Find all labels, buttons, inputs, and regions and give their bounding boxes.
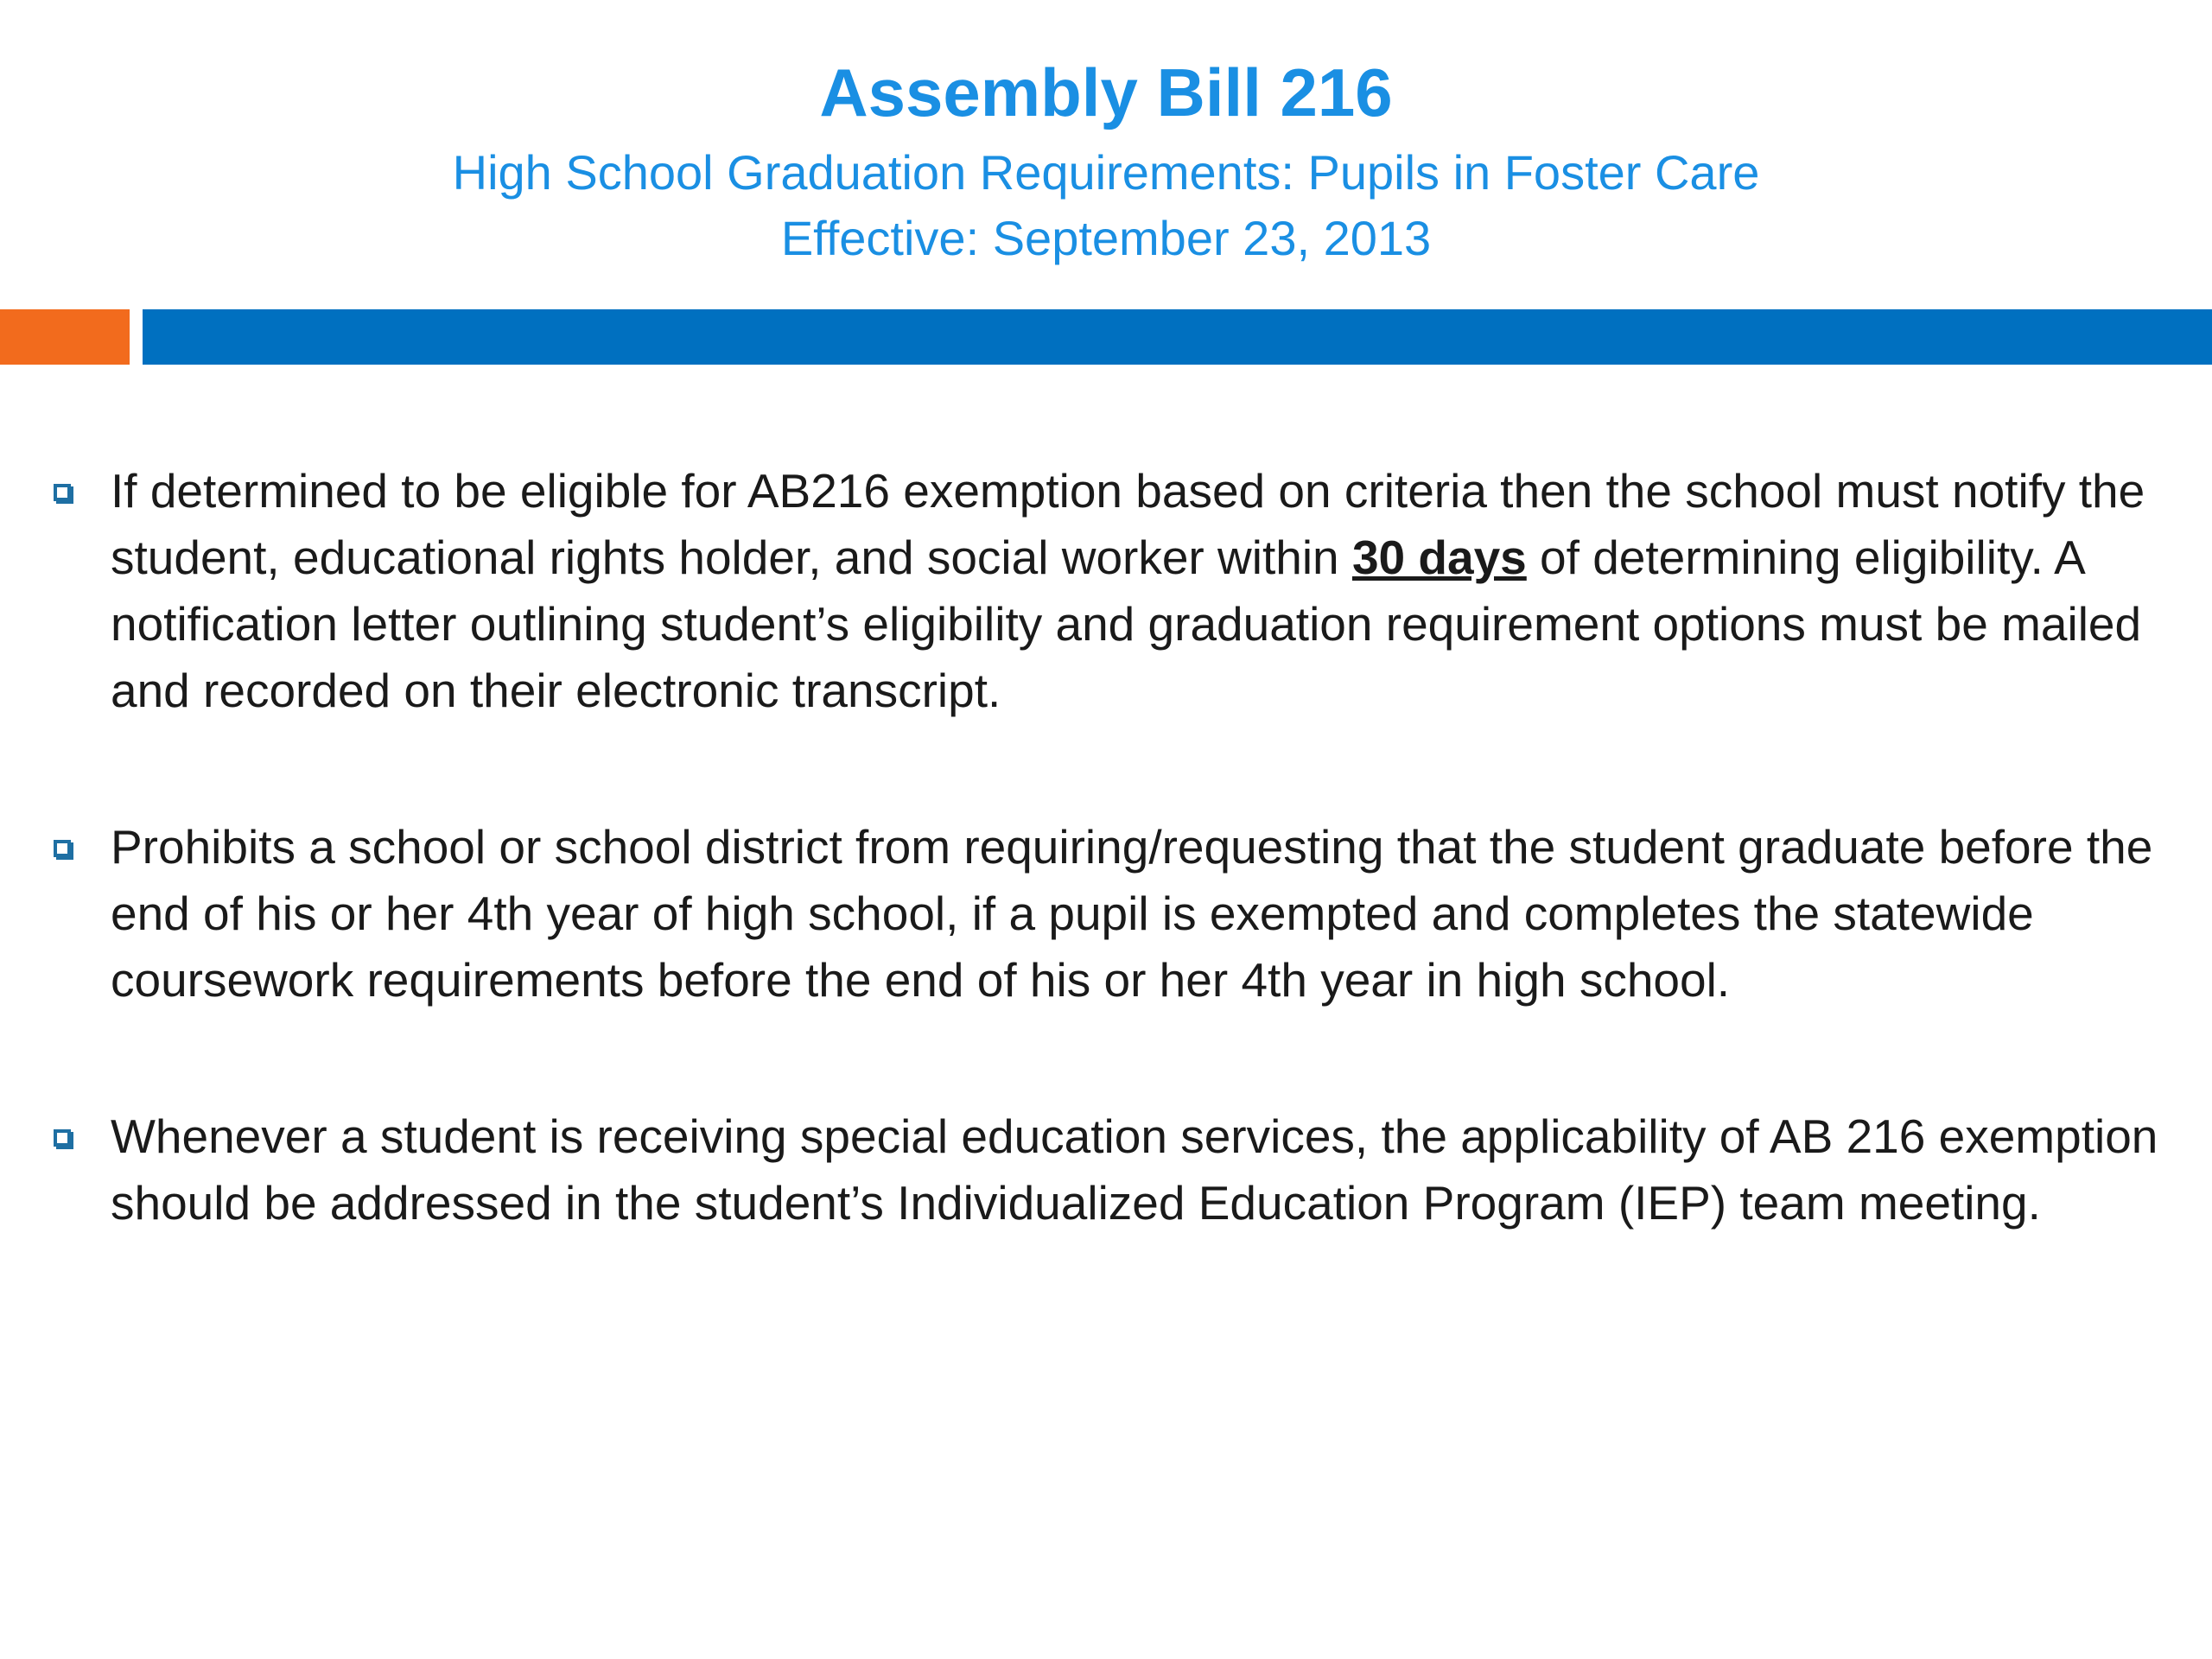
square-bullet-icon [54, 840, 71, 857]
bullet-list [0, 458, 2212, 1326]
bullet-text: Prohibits a school or school district from requiring/requesting that the student graduate before the end of his or her 4th year of high school, if a pupil is exempted and completes the statewide coursework requirements before the end of his or her 4th year in high school. [111, 820, 2153, 1007]
square-bullet-icon [54, 484, 71, 501]
effective-date: Effective: September 23, 2013 [780, 211, 1432, 265]
slide-header [0, 45, 2212, 271]
orange-accent-bar [0, 309, 130, 365]
blue-divider-bar [143, 309, 2212, 365]
bullet-item-prohibition [0, 814, 2212, 1014]
square-bullet-icon [54, 1129, 71, 1147]
bullet-item-special-education [0, 1103, 2212, 1236]
slide-subtitle: High School Graduation Requirements: Pupils in Foster Care [452, 145, 1760, 200]
slide-title: Assembly Bill 216 [819, 54, 1393, 130]
bullet-text-after: of determining eligibility. A notification letter outlining student’s eligibility and graduation requirement options must be mailed and recorded on their electronic transcript. [111, 531, 2142, 717]
bullet-text-before: If determined to be eligible for AB216 exemption based on criteria then the school must notify the student, educational rights holder, and social worker within [111, 464, 2145, 584]
bullet-text: Whenever a student is receiving special education services, the applicability of AB 216 exemption should be addressed in the student’s Individualized Education Program (IEP) team meeting. [111, 1109, 2158, 1230]
bullet-item-notification [0, 458, 2212, 724]
emphasis-30-days: 30 days [1351, 531, 1527, 584]
